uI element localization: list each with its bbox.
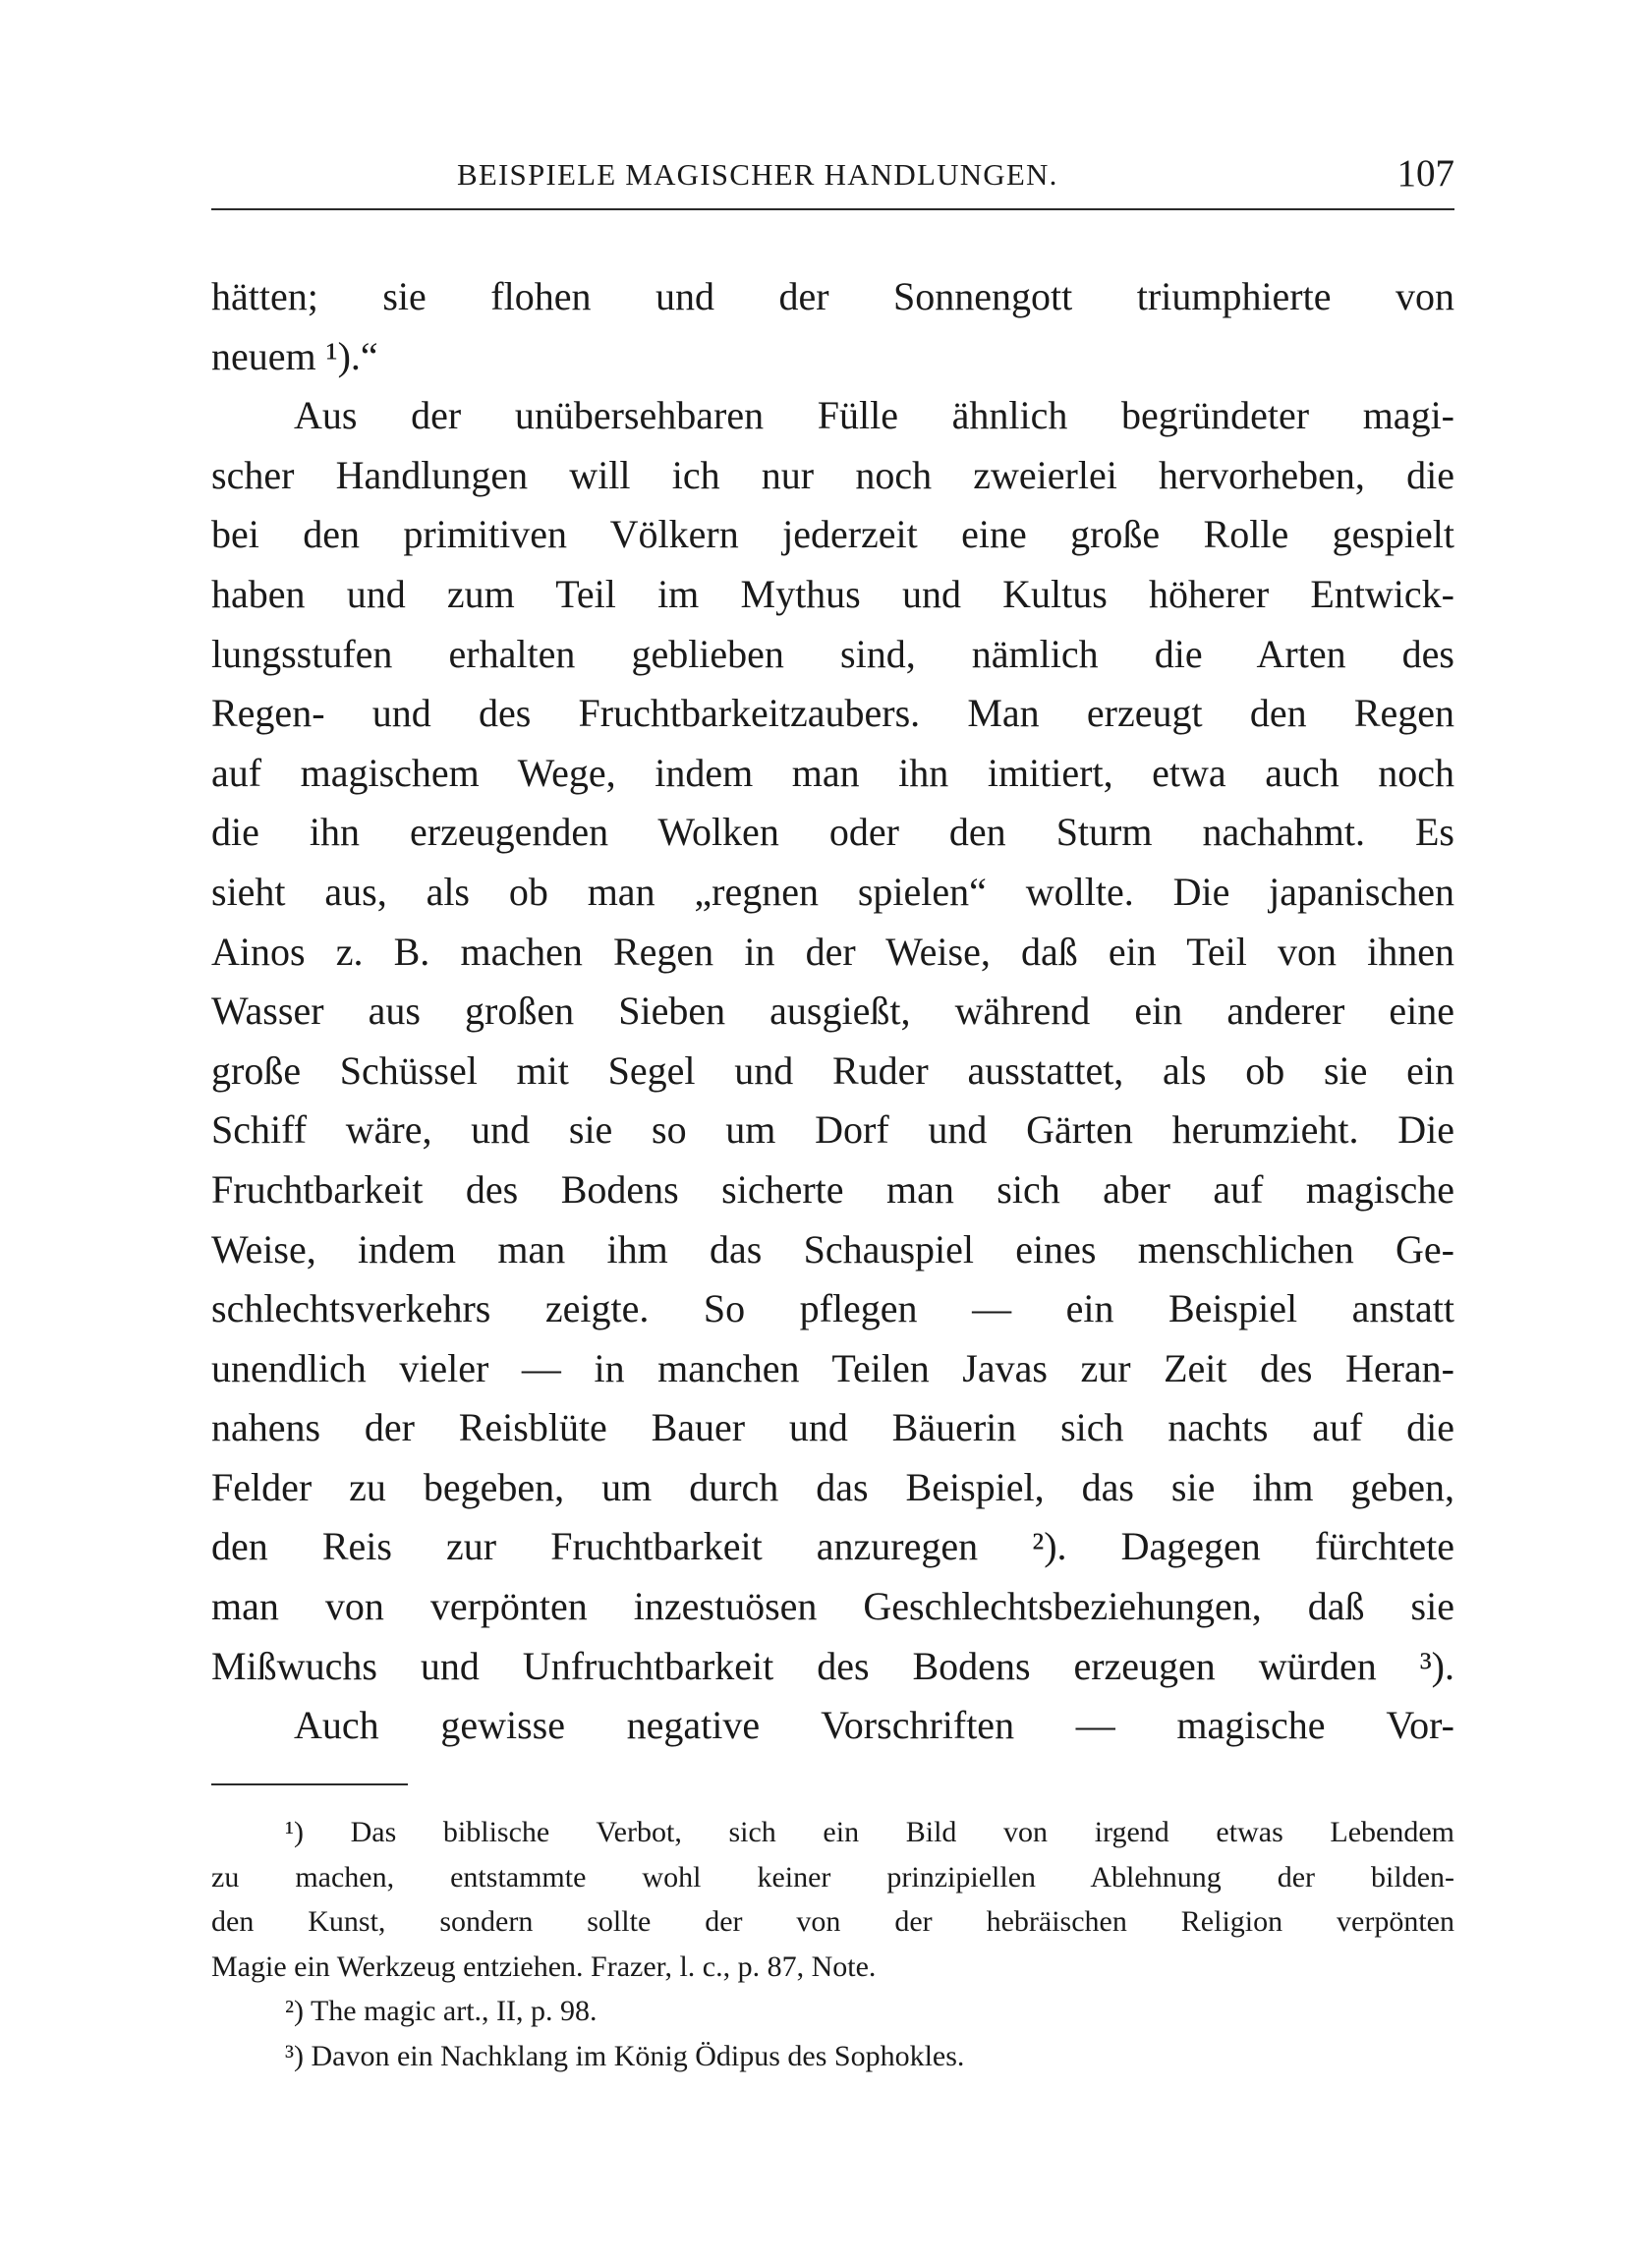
text-line: Regen- und des Fruchtbarkeitzaubers. Man erzeugt den Regen xyxy=(211,691,1454,736)
text-line: Wasser aus großen Sieben ausgießt, während ein anderer eine xyxy=(211,989,1454,1034)
text-line: scher Handlungen will ich nur noch zweierlei hervorheben, die xyxy=(211,452,1454,497)
page-header xyxy=(211,152,1454,204)
footnote-line: Magie ein Werkzeug entziehen. Frazer, l. c., p. 87, Note. xyxy=(211,1950,877,1983)
footnote-rule xyxy=(211,1783,408,1785)
text-line: Aus der unübersehbaren Fülle ähnlich begründeter magi- xyxy=(294,393,1454,438)
header-rule xyxy=(211,208,1454,210)
footnote-line: ³) Davon ein Nachklang im König Ödipus des Sophokles. xyxy=(285,2039,965,2072)
text-line: Ainos z. B. machen Regen in der Weise, daß ein Teil von ihnen xyxy=(211,929,1454,974)
footnote-line: den Kunst, sondern sollte der von der hebräischen Religion verpönten xyxy=(211,1905,1454,1938)
text-line: Mißwuchs und Unfruchtbarkeit des Bodens erzeugen würden ³). xyxy=(211,1643,1454,1688)
text-line: Felder zu begeben, um durch das Beispiel, das sie ihm geben, xyxy=(211,1464,1454,1509)
footnotes xyxy=(211,1810,1454,2078)
footnote-line: ²) The magic art., II, p. 98. xyxy=(285,1995,598,2027)
text-line: sieht aus, als ob man „regnen spielen“ wollte. Die japanischen xyxy=(211,869,1454,914)
text-line: große Schüssel mit Segel und Ruder ausstattet, als ob sie ein xyxy=(211,1047,1454,1093)
text-line: schlechtsverkehrs zeigte. So pflegen — ein Beispiel anstatt xyxy=(211,1286,1454,1331)
running-title: BEISPIELE MAGISCHER HANDLUNGEN. xyxy=(457,157,1058,192)
text-line: Fruchtbarkeit des Bodens sicherte man sich aber auf magische xyxy=(211,1166,1454,1212)
text-line: lungsstufen erhalten geblieben sind, nämlich die Arten des xyxy=(211,631,1454,676)
text-line: neuem ¹).“ xyxy=(211,333,378,378)
footnote-line: zu machen, entstammte wohl keiner prinzipiellen Ablehnung der bilden- xyxy=(211,1860,1454,1894)
text-line: man von verpönten inzestuösen Geschlechtsbeziehungen, daß sie xyxy=(211,1584,1454,1629)
text-line: bei den primitiven Völkern jederzeit eine große Rolle gespielt xyxy=(211,512,1454,557)
body-text xyxy=(211,267,1454,1756)
text-line: Auch gewisse negative Vorschriften — magische Vor- xyxy=(294,1703,1454,1748)
text-line: haben und zum Teil im Mythus und Kultus höherer Entwick- xyxy=(211,571,1454,616)
text-line: den Reis zur Fruchtbarkeit anzuregen ²). Dagegen fürchtete xyxy=(211,1524,1454,1569)
text-line: hätten; sie flohen und der Sonnengott triumphierte von xyxy=(211,274,1454,318)
text-line: auf magischem Wege, indem man ihn imitiert, etwa auch noch xyxy=(211,750,1454,795)
text-line: die ihn erzeugenden Wolken oder den Sturm nachahmt. Es xyxy=(211,810,1454,855)
page-number: 107 xyxy=(1396,152,1454,195)
text-line: nahens der Reisblüte Bauer und Bäuerin sich nachts auf die xyxy=(211,1405,1454,1450)
text-line: Weise, indem man ihm das Schauspiel eines menschlichen Ge- xyxy=(211,1226,1454,1272)
text-line: unendlich vieler — in manchen Teilen Javas zur Zeit des Heran- xyxy=(211,1345,1454,1390)
text-line: Schiff wäre, und sie so um Dorf und Gärten herumzieht. Die xyxy=(211,1107,1454,1153)
footnote-line: ¹) Das biblische Verbot, sich ein Bild von irgend etwas Lebendem xyxy=(285,1816,1454,1848)
